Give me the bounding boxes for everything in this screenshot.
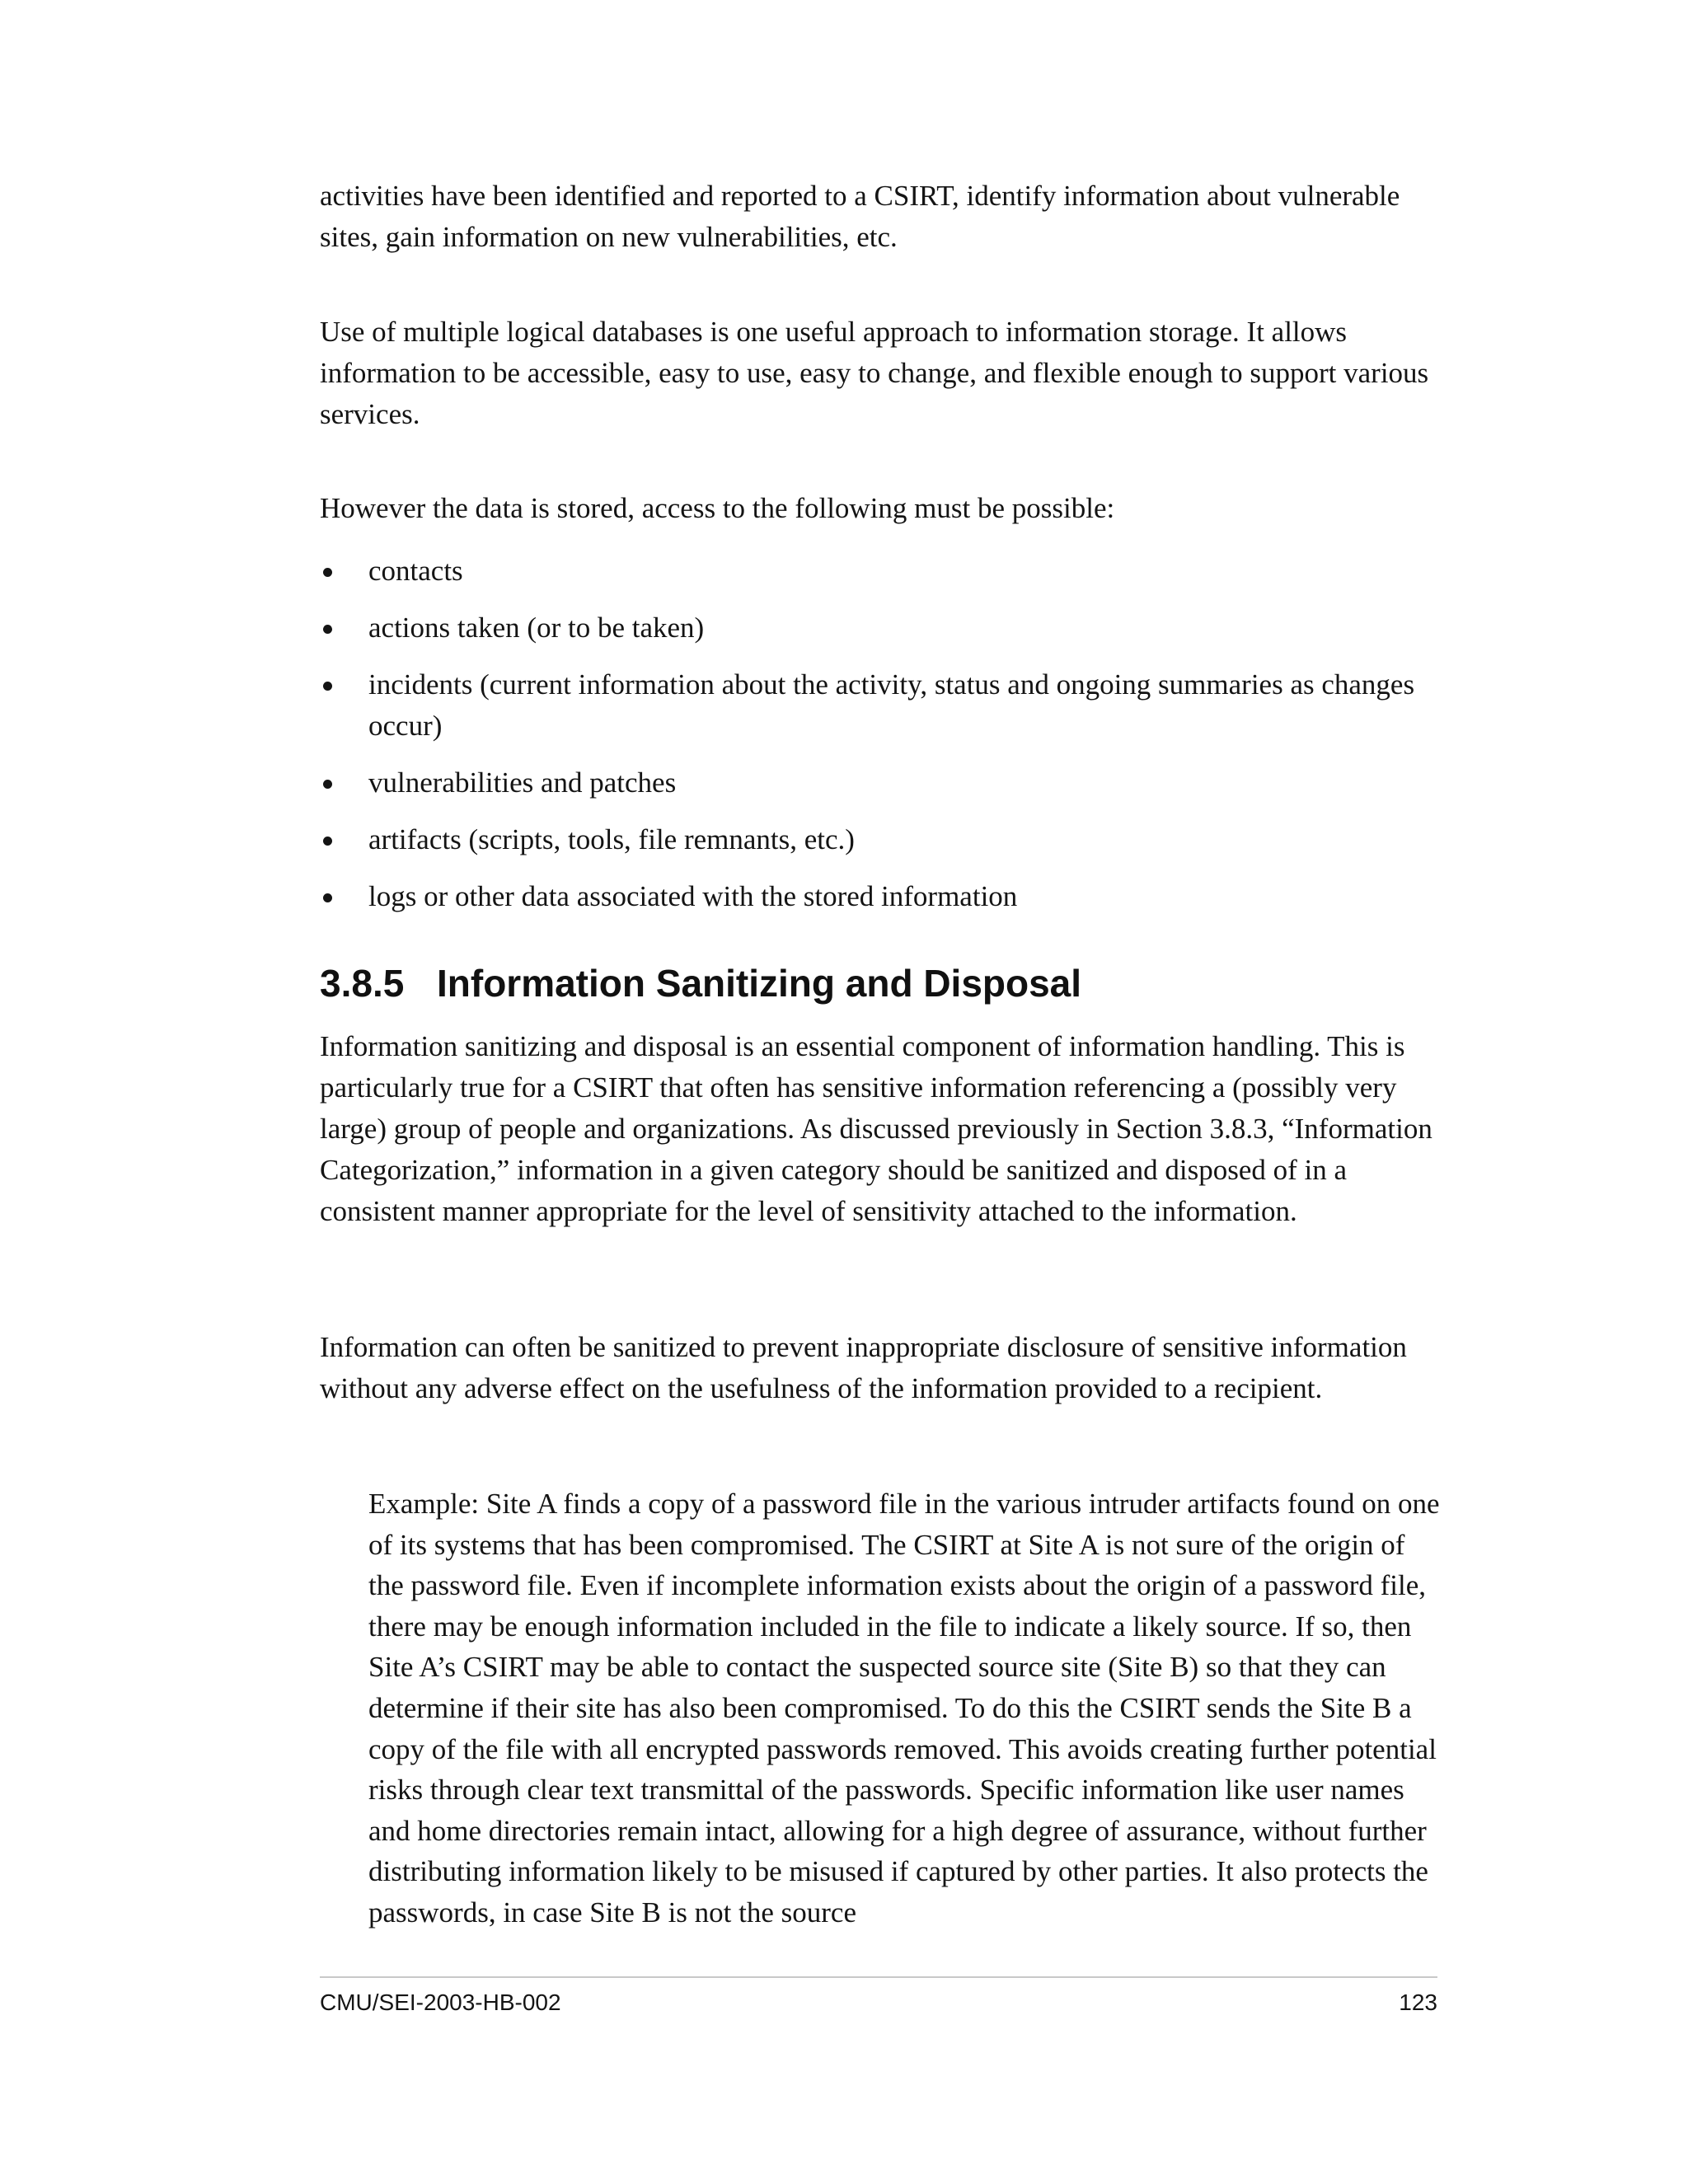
list-item-text: incidents (current information about the activity, status and ongoing summaries as changes occur) bbox=[368, 668, 1415, 742]
list-item-text: contacts bbox=[368, 555, 463, 587]
sanitize-disclosure-paragraph: Information can often be sanitized to prevent inappropriate disclosure of sensitive information without any adverse effect on the usefulness of the information provided to a recipient. bbox=[320, 1331, 1407, 1404]
footer-divider bbox=[320, 1976, 1437, 1978]
bullet-icon bbox=[323, 625, 332, 634]
access-intro-paragraph: However the data is stored, access to the following must be possible: bbox=[320, 492, 1115, 524]
bullet-icon bbox=[323, 837, 332, 846]
list-item-text: logs or other data associated with the stored information bbox=[368, 880, 1018, 912]
list-item-text: vulnerabilities and patches bbox=[368, 766, 677, 799]
bullet-icon bbox=[323, 568, 332, 577]
list-item bbox=[320, 551, 1447, 592]
bullet-icon bbox=[323, 682, 332, 691]
list-item-text: artifacts (scripts, tools, file remnants, etc.) bbox=[368, 823, 855, 855]
section-title: Information Sanitizing and Disposal bbox=[437, 962, 1082, 1005]
list-item bbox=[320, 762, 1447, 804]
sanitizing-paragraph: Information sanitizing and disposal is an essential component of information handling. This is particularly true for a CSIRT that often has sensitive information referencing a (possibly very large) group of people and organizations. As discussed previously in Section 3.8.3, “Information Categorization,” information in a given category should be sanitized and disposed of in a consistent manner appropriate for the level of sensitivity attached to the information. bbox=[320, 1030, 1432, 1227]
databases-paragraph: Use of multiple logical databases is one useful approach to information storage. It allows information to be accessible, easy to use, easy to change, and flexible enough to support various services. bbox=[320, 316, 1429, 430]
access-bullet-list bbox=[320, 551, 1447, 933]
list-item-text: actions taken (or to be taken) bbox=[368, 612, 705, 644]
bullet-icon bbox=[323, 780, 332, 789]
intro-continuation-paragraph: activities have been identified and reported to a CSIRT, identify information about vulnerable sites, gain information on new vulnerabilities, etc. bbox=[320, 180, 1400, 253]
bullet-icon bbox=[323, 893, 332, 902]
section-number: 3.8.5 bbox=[320, 962, 405, 1005]
document-id: CMU/SEI-2003-HB-002 bbox=[320, 1990, 561, 2015]
section-heading bbox=[320, 960, 1081, 1006]
page-number: 123 bbox=[1399, 1990, 1437, 2015]
list-item bbox=[320, 876, 1447, 917]
example-block: Example: Site A finds a copy of a password file in the various intruder artifacts found on one of its systems that has been compromised. The CSIRT at Site A is not sure of the origin of the password file. Even if incomplete information exists about the origin of a password file, there may be enough information included in the file to indicate a likely source. If so, then Site A’s CSIRT may be able to contact the suspected source site (Site B) so that they can determine if their site has also been compromised. To do this the CSIRT sends the Site B a copy of the file with all encrypted passwords removed. This avoids creating further potential risks through clear text transmittal of the passwords. Specific information like user names and home directories remain intact, allowing for a high degree of assurance, without further distributing information likely to be misused if captured by other parties. It also protects the passwords, in case Site B is not the source bbox=[368, 1488, 1440, 1929]
list-item bbox=[320, 664, 1447, 747]
list-item bbox=[320, 607, 1447, 649]
list-item bbox=[320, 819, 1447, 860]
